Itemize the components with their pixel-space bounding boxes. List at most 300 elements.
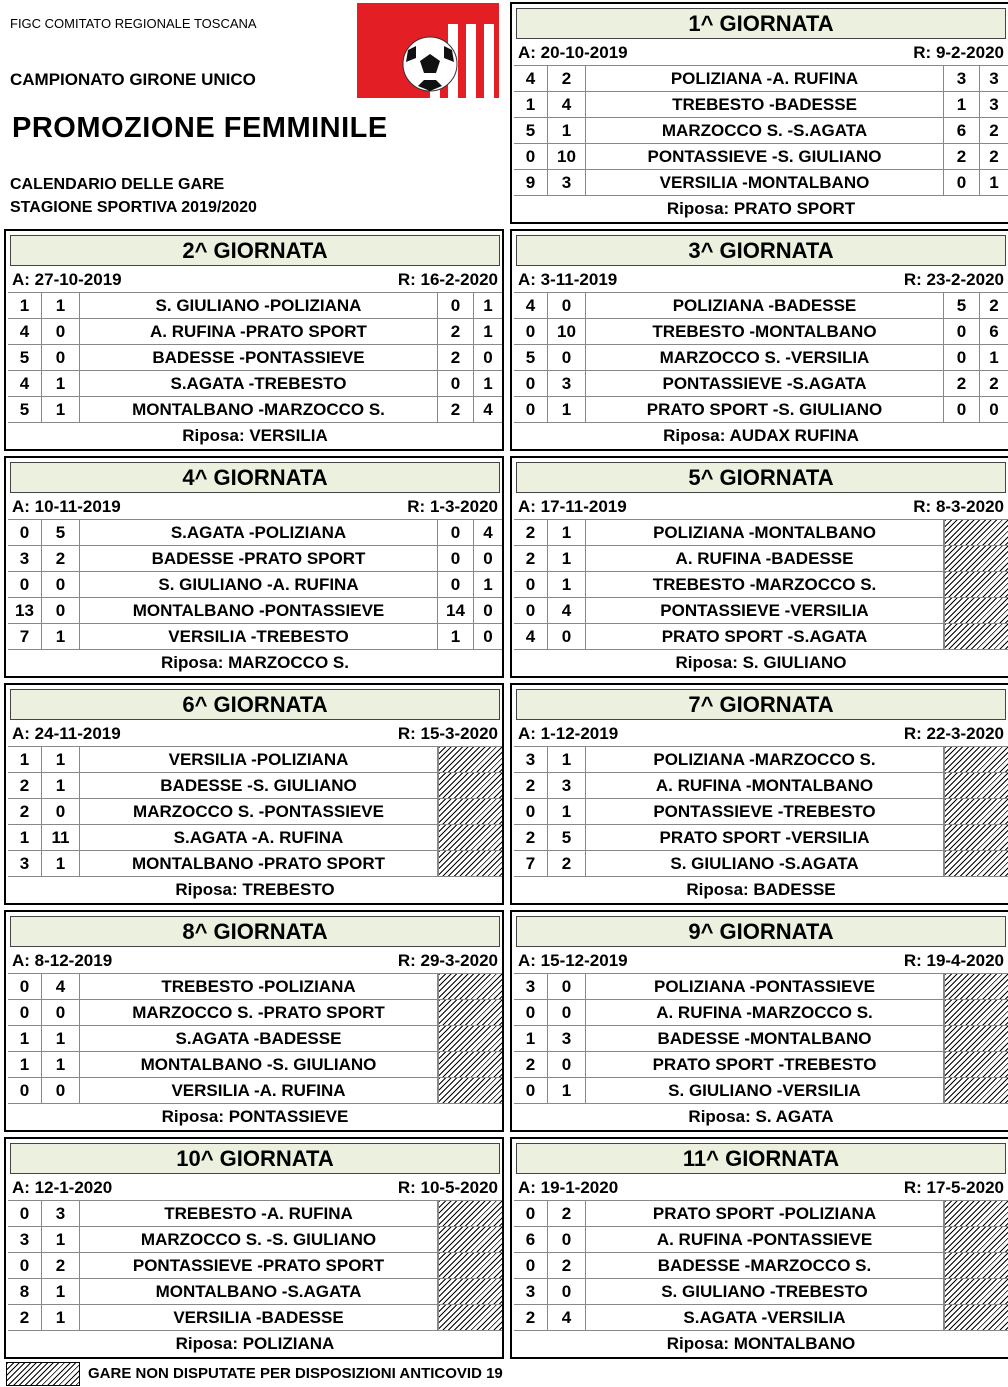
- not-played-hatch: [438, 1201, 502, 1226]
- andata-home-score: 3: [514, 747, 548, 772]
- ritorno-away-score: 0: [483, 348, 493, 367]
- match-row: [8, 293, 502, 319]
- andata-away-score: 3: [548, 170, 586, 195]
- andata-home-score: 5: [514, 345, 548, 370]
- andata-away-score: 2: [42, 1253, 80, 1278]
- andata-away-score: 1: [548, 397, 586, 422]
- andata-date: A: 20-10-2019: [518, 43, 628, 62]
- match-teams: TREBESTO -BADESSE: [586, 92, 944, 117]
- not-played-hatch: [438, 799, 502, 824]
- resting-team: Riposa: MONTALBANO: [666, 1334, 856, 1353]
- andata-away-score: 1: [42, 773, 80, 798]
- ritorno-home-score: 0: [944, 345, 980, 370]
- not-played-hatch: [944, 1279, 1008, 1304]
- match-teams: POLIZIANA -A. RUFINA: [586, 66, 944, 91]
- legend-text: GARE NON DISPUTATE PER DISPOSIZIONI ANTICOVID 19: [88, 1365, 503, 1382]
- match-teams: S. GIULIANO -TREBESTO: [586, 1279, 944, 1304]
- ritorno-home-score: 5: [944, 293, 980, 318]
- andata-away-score: 0: [42, 1078, 80, 1103]
- andata-away-score: 1: [42, 1052, 80, 1077]
- match-row: [514, 118, 1008, 144]
- andata-date: A: 27-10-2019: [12, 270, 122, 289]
- match-teams: PONTASSIEVE -S. GIULIANO: [586, 144, 944, 169]
- ritorno-date: R: 17-5-2020: [903, 1178, 1004, 1197]
- match-teams: MARZOCCO S. -PONTASSIEVE: [80, 799, 438, 824]
- andata-home-score: 2: [514, 1305, 548, 1330]
- andata-away-score: 0: [548, 1052, 586, 1077]
- match-teams: TREBESTO -MARZOCCO S.: [586, 572, 944, 597]
- match-row: [514, 974, 1008, 1000]
- not-played-hatch: [944, 825, 1008, 850]
- ritorno-home-score: 0: [438, 520, 474, 545]
- match-row: [8, 1227, 502, 1253]
- andata-home-score: 0: [514, 397, 548, 422]
- andata-away-score: 0: [548, 1279, 586, 1304]
- andata-home-score: 0: [8, 520, 42, 545]
- match-row: [8, 773, 502, 799]
- andata-date: A: 10-11-2019: [12, 497, 121, 516]
- andata-away-score: 5: [548, 825, 586, 850]
- match-teams: S.AGATA -POLIZIANA: [80, 520, 438, 545]
- match-row: [514, 345, 1008, 371]
- ritorno-away-score: 1: [483, 575, 493, 594]
- ritorno-home-score: 0: [438, 572, 474, 597]
- andata-home-score: 0: [514, 144, 548, 169]
- match-row: [514, 1026, 1008, 1052]
- match-teams: TREBESTO -POLIZIANA: [80, 974, 438, 999]
- ritorno-date: R: 29-3-2020: [397, 951, 498, 970]
- match-teams: MARZOCCO S. -S. GIULIANO: [80, 1227, 438, 1252]
- not-played-hatch: [438, 1279, 502, 1304]
- match-teams: BADESSE -S. GIULIANO: [80, 773, 438, 798]
- match-row: [514, 773, 1008, 799]
- not-played-hatch: [944, 520, 1008, 545]
- match-teams: A. RUFINA -MONTALBANO: [586, 773, 944, 798]
- not-played-hatch: [944, 1305, 1008, 1330]
- resting-team: Riposa: TREBESTO: [175, 880, 335, 899]
- andata-home-score: 5: [514, 118, 548, 143]
- andata-away-score: 3: [548, 371, 586, 396]
- match-teams: POLIZIANA -PONTASSIEVE: [586, 974, 944, 999]
- andata-home-score: 13: [8, 598, 42, 623]
- round-title: 9^ GIORNATA: [516, 916, 1006, 947]
- match-teams: PONTASSIEVE -S.AGATA: [586, 371, 944, 396]
- not-played-hatch: [944, 624, 1008, 649]
- not-played-hatch: [438, 1000, 502, 1025]
- andata-away-score: 2: [548, 66, 586, 91]
- ritorno-home-score: 0: [438, 371, 474, 396]
- match-teams: MONTALBANO -PONTASSIEVE: [80, 598, 438, 623]
- match-teams: A. RUFINA -PRATO SPORT: [80, 319, 438, 344]
- match-teams: VERSILIA -BADESSE: [80, 1305, 438, 1330]
- andata-away-score: 1: [42, 851, 80, 876]
- round-dates: [516, 1177, 1006, 1199]
- andata-away-score: 11: [42, 825, 80, 850]
- match-table: [514, 746, 1008, 877]
- andata-away-score: 2: [548, 1253, 586, 1278]
- andata-home-score: 3: [8, 546, 42, 571]
- andata-home-score: 3: [514, 1279, 548, 1304]
- match-row: [514, 851, 1008, 877]
- andata-away-score: 0: [548, 293, 586, 318]
- match-row: [514, 825, 1008, 851]
- match-row: [8, 1000, 502, 1026]
- resting-team: Riposa: PONTASSIEVE: [161, 1107, 349, 1126]
- andata-away-score: 0: [548, 1227, 586, 1252]
- match-teams: MONTALBANO -S.AGATA: [80, 1279, 438, 1304]
- andata-home-score: 5: [8, 397, 42, 422]
- match-teams: A. RUFINA -PONTASSIEVE: [586, 1227, 944, 1252]
- match-teams: BADESSE -MARZOCCO S.: [586, 1253, 944, 1278]
- andata-away-score: 1: [42, 1026, 80, 1051]
- season-label: STAGIONE SPORTIVA 2019/2020: [10, 199, 257, 216]
- match-row: [8, 345, 502, 371]
- andata-home-score: 1: [8, 825, 42, 850]
- not-played-hatch: [944, 773, 1008, 798]
- round-block: [510, 229, 1008, 451]
- round-block: [4, 229, 504, 451]
- andata-home-score: 6: [514, 1227, 548, 1252]
- andata-away-score: 1: [548, 520, 586, 545]
- match-row: [514, 572, 1008, 598]
- ritorno-home-score: 3: [944, 66, 980, 91]
- ritorno-away-score: 1: [483, 322, 493, 341]
- match-teams: TREBESTO -A. RUFINA: [80, 1201, 438, 1226]
- match-row: [8, 1253, 502, 1279]
- andata-away-score: 4: [42, 974, 80, 999]
- ritorno-away-score: 3: [989, 95, 999, 114]
- andata-away-score: 3: [42, 1201, 80, 1226]
- ritorno-date: R: 15-3-2020: [397, 724, 498, 743]
- round-title: 11^ GIORNATA: [516, 1143, 1006, 1174]
- andata-home-score: 2: [514, 773, 548, 798]
- match-teams: BADESSE -PRATO SPORT: [80, 546, 438, 571]
- andata-home-score: 0: [8, 1253, 42, 1278]
- andata-home-score: 9: [514, 170, 548, 195]
- ritorno-away-score: 1: [483, 374, 493, 393]
- andata-home-score: 5: [8, 345, 42, 370]
- match-teams: POLIZIANA -MONTALBANO: [586, 520, 944, 545]
- not-played-hatch: [944, 1026, 1008, 1051]
- not-played-hatch: [944, 1227, 1008, 1252]
- match-row: [514, 1052, 1008, 1078]
- calendar-label: CALENDARIO DELLE GARE: [10, 176, 225, 193]
- andata-home-score: 1: [8, 747, 42, 772]
- match-table: [514, 65, 1008, 196]
- round-title: 5^ GIORNATA: [516, 462, 1006, 493]
- match-row: [8, 1305, 502, 1331]
- andata-date: A: 24-11-2019: [12, 724, 121, 743]
- not-played-hatch: [438, 747, 502, 772]
- resting-team: Riposa: S. GIULIANO: [675, 653, 847, 672]
- round-dates: [516, 269, 1006, 291]
- andata-home-score: 1: [8, 1052, 42, 1077]
- match-row: [514, 624, 1008, 650]
- ritorno-away-score: 2: [989, 374, 999, 393]
- hatch-swatch: [6, 1362, 80, 1386]
- andata-away-score: 0: [42, 799, 80, 824]
- andata-home-score: 0: [514, 598, 548, 623]
- andata-home-score: 0: [514, 1078, 548, 1103]
- andata-away-score: 0: [548, 1000, 586, 1025]
- round-dates: [10, 1177, 500, 1199]
- match-row: [514, 799, 1008, 825]
- match-row: [514, 1305, 1008, 1331]
- round-dates: [516, 42, 1006, 64]
- match-teams: MONTALBANO -S. GIULIANO: [80, 1052, 438, 1077]
- not-played-hatch: [438, 974, 502, 999]
- match-row: [514, 1201, 1008, 1227]
- match-row: [514, 520, 1008, 546]
- championship-name: CAMPIONATO GIRONE UNICO: [10, 70, 256, 89]
- andata-home-score: 0: [8, 572, 42, 597]
- match-table: [514, 292, 1008, 423]
- andata-away-score: 0: [42, 598, 80, 623]
- match-teams: TREBESTO -MONTALBANO: [586, 319, 944, 344]
- andata-home-score: 3: [8, 1227, 42, 1252]
- round-block: [510, 2, 1008, 224]
- round-block: [510, 456, 1008, 678]
- andata-away-score: 4: [548, 1305, 586, 1330]
- match-teams: MARZOCCO S. -PRATO SPORT: [80, 1000, 438, 1025]
- round-dates: [516, 496, 1006, 518]
- match-row: [514, 170, 1008, 196]
- match-table: [8, 292, 502, 423]
- round-title: 10^ GIORNATA: [10, 1143, 500, 1174]
- resting-team: Riposa: PRATO SPORT: [666, 199, 856, 218]
- not-played-hatch: [438, 1078, 502, 1103]
- ritorno-away-score: 0: [483, 601, 493, 620]
- ritorno-home-score: 2: [438, 319, 474, 344]
- match-row: [8, 1201, 502, 1227]
- ritorno-home-score: 0: [944, 319, 980, 344]
- match-teams: VERSILIA -A. RUFINA: [80, 1078, 438, 1103]
- round-block: [4, 456, 504, 678]
- round-title: 7^ GIORNATA: [516, 689, 1006, 720]
- andata-home-score: 4: [514, 624, 548, 649]
- resting-team: Riposa: MARZOCCO S.: [161, 653, 349, 672]
- ritorno-home-score: 2: [438, 397, 474, 422]
- match-row: [514, 1078, 1008, 1104]
- match-row: [8, 572, 502, 598]
- ritorno-away-score: 2: [989, 296, 999, 315]
- andata-away-score: 1: [548, 118, 586, 143]
- andata-away-score: 4: [548, 92, 586, 117]
- andata-home-score: 0: [514, 1201, 548, 1226]
- match-row: [8, 546, 502, 572]
- ritorno-away-score: 3: [989, 69, 999, 88]
- resting-team: Riposa: AUDAX RUFINA: [663, 426, 859, 445]
- not-played-hatch: [438, 851, 502, 876]
- ritorno-away-score: 2: [989, 121, 999, 140]
- match-teams: PRATO SPORT -VERSILIA: [586, 825, 944, 850]
- match-row: [514, 319, 1008, 345]
- match-table: [514, 1200, 1008, 1331]
- andata-away-score: 1: [548, 1078, 586, 1103]
- not-played-hatch: [944, 1000, 1008, 1025]
- match-teams: POLIZIANA -BADESSE: [586, 293, 944, 318]
- resting-team: Riposa: VERSILIA: [182, 426, 328, 445]
- resting-team: Riposa: S. AGATA: [688, 1107, 834, 1126]
- andata-home-score: 4: [8, 371, 42, 396]
- federation-name: FIGC COMITATO REGIONALE TOSCANA: [10, 16, 257, 31]
- match-teams: MARZOCCO S. -VERSILIA: [586, 345, 944, 370]
- ritorno-away-score: 0: [483, 549, 493, 568]
- match-teams: BADESSE -MONTALBANO: [586, 1026, 944, 1051]
- match-row: [8, 598, 502, 624]
- match-row: [8, 1078, 502, 1104]
- andata-away-score: 1: [42, 747, 80, 772]
- match-row: [514, 1227, 1008, 1253]
- andata-away-score: 0: [42, 572, 80, 597]
- andata-away-score: 2: [548, 851, 586, 876]
- andata-away-score: 1: [548, 572, 586, 597]
- ritorno-home-score: 0: [944, 397, 980, 422]
- match-table: [514, 519, 1008, 650]
- match-row: [514, 598, 1008, 624]
- andata-away-score: 1: [42, 1305, 80, 1330]
- match-row: [514, 546, 1008, 572]
- match-teams: PRATO SPORT -S.AGATA: [586, 624, 944, 649]
- ritorno-date: R: 8-3-2020: [913, 497, 1004, 516]
- not-played-hatch: [438, 1026, 502, 1051]
- ritorno-date: R: 23-2-2020: [903, 270, 1004, 289]
- ritorno-away-score: 1: [989, 173, 999, 192]
- andata-home-score: 1: [514, 92, 548, 117]
- andata-home-score: 4: [514, 66, 548, 91]
- match-row: [8, 1026, 502, 1052]
- match-row: [8, 1279, 502, 1305]
- andata-away-score: 0: [548, 974, 586, 999]
- andata-home-score: 0: [8, 1000, 42, 1025]
- match-teams: S.AGATA -VERSILIA: [586, 1305, 944, 1330]
- match-teams: PRATO SPORT -TREBESTO: [586, 1052, 944, 1077]
- andata-away-score: 1: [42, 371, 80, 396]
- andata-date: A: 3-11-2019: [518, 270, 618, 289]
- match-teams: VERSILIA -POLIZIANA: [80, 747, 438, 772]
- not-played-hatch: [438, 773, 502, 798]
- match-row: [514, 397, 1008, 423]
- round-title: 1^ GIORNATA: [516, 8, 1006, 39]
- andata-home-score: 1: [8, 1026, 42, 1051]
- not-played-hatch: [438, 1305, 502, 1330]
- match-teams: A. RUFINA -BADESSE: [586, 546, 944, 571]
- ritorno-away-score: 4: [483, 523, 493, 542]
- match-row: [8, 371, 502, 397]
- match-row: [8, 624, 502, 650]
- figc-logo: [356, 2, 500, 99]
- andata-home-score: 2: [8, 799, 42, 824]
- andata-home-score: 2: [514, 520, 548, 545]
- ritorno-home-score: 0: [438, 546, 474, 571]
- not-played-hatch: [944, 1052, 1008, 1077]
- not-played-hatch: [944, 572, 1008, 597]
- andata-home-score: 4: [514, 293, 548, 318]
- not-played-hatch: [944, 546, 1008, 571]
- andata-home-score: 7: [514, 851, 548, 876]
- match-teams: MONTALBANO -MARZOCCO S.: [80, 397, 438, 422]
- ritorno-away-score: 0: [989, 400, 999, 419]
- andata-home-score: 3: [514, 974, 548, 999]
- andata-home-score: 1: [8, 293, 42, 318]
- andata-away-score: 0: [42, 345, 80, 370]
- ritorno-home-score: 6: [944, 118, 980, 143]
- andata-date: A: 19-1-2020: [518, 1178, 619, 1197]
- ritorno-date: R: 19-4-2020: [903, 951, 1004, 970]
- andata-away-score: 0: [42, 1000, 80, 1025]
- andata-home-score: 8: [8, 1279, 42, 1304]
- ritorno-date: R: 1-3-2020: [407, 497, 498, 516]
- match-teams: PONTASSIEVE -VERSILIA: [586, 598, 944, 623]
- match-row: [8, 825, 502, 851]
- page-title: PROMOZIONE FEMMINILE: [12, 112, 388, 144]
- ritorno-home-score: 0: [438, 293, 474, 318]
- ritorno-away-score: 1: [989, 348, 999, 367]
- match-teams: VERSILIA -MONTALBANO: [586, 170, 944, 195]
- round-title: 6^ GIORNATA: [10, 689, 500, 720]
- andata-away-score: 0: [548, 345, 586, 370]
- document-header: [4, 2, 508, 228]
- ritorno-away-score: 0: [483, 627, 493, 646]
- match-teams: VERSILIA -TREBESTO: [80, 624, 438, 649]
- andata-away-score: 1: [42, 397, 80, 422]
- match-row: [8, 974, 502, 1000]
- match-row: [514, 92, 1008, 118]
- andata-home-score: 0: [514, 371, 548, 396]
- match-teams: PONTASSIEVE -TREBESTO: [586, 799, 944, 824]
- not-played-hatch: [438, 1052, 502, 1077]
- andata-away-score: 1: [548, 546, 586, 571]
- match-teams: PRATO SPORT -POLIZIANA: [586, 1201, 944, 1226]
- ritorno-date: R: 16-2-2020: [397, 270, 498, 289]
- andata-home-score: 0: [514, 1253, 548, 1278]
- ritorno-date: R: 10-5-2020: [397, 1178, 498, 1197]
- andata-away-score: 1: [42, 293, 80, 318]
- andata-away-score: 2: [548, 1201, 586, 1226]
- andata-date: A: 17-11-2019: [518, 497, 627, 516]
- andata-away-score: 0: [548, 624, 586, 649]
- round-title: 3^ GIORNATA: [516, 235, 1006, 266]
- match-teams: MARZOCCO S. -S.AGATA: [586, 118, 944, 143]
- match-row: [514, 371, 1008, 397]
- not-played-hatch: [944, 1201, 1008, 1226]
- andata-away-score: 3: [548, 1026, 586, 1051]
- resting-team: Riposa: POLIZIANA: [175, 1334, 335, 1353]
- round-block: [510, 1137, 1008, 1359]
- round-block: [4, 1137, 504, 1359]
- andata-home-score: 0: [514, 319, 548, 344]
- andata-date: A: 8-12-2019: [12, 951, 113, 970]
- andata-home-score: 1: [514, 1026, 548, 1051]
- match-teams: S. GIULIANO -POLIZIANA: [80, 293, 438, 318]
- andata-home-score: 0: [8, 974, 42, 999]
- match-teams: S.AGATA -A. RUFINA: [80, 825, 438, 850]
- not-played-hatch: [944, 598, 1008, 623]
- round-block: [510, 910, 1008, 1132]
- legend: [4, 1362, 1004, 1386]
- andata-home-score: 4: [8, 319, 42, 344]
- match-table: [8, 746, 502, 877]
- match-teams: S. GIULIANO -VERSILIA: [586, 1078, 944, 1103]
- andata-home-score: 0: [8, 1201, 42, 1226]
- andata-home-score: 2: [8, 1305, 42, 1330]
- match-table: [8, 1200, 502, 1331]
- andata-home-score: 0: [514, 572, 548, 597]
- andata-home-score: 2: [8, 773, 42, 798]
- andata-home-score: 2: [514, 825, 548, 850]
- match-teams: MONTALBANO -PRATO SPORT: [80, 851, 438, 876]
- match-row: [8, 397, 502, 423]
